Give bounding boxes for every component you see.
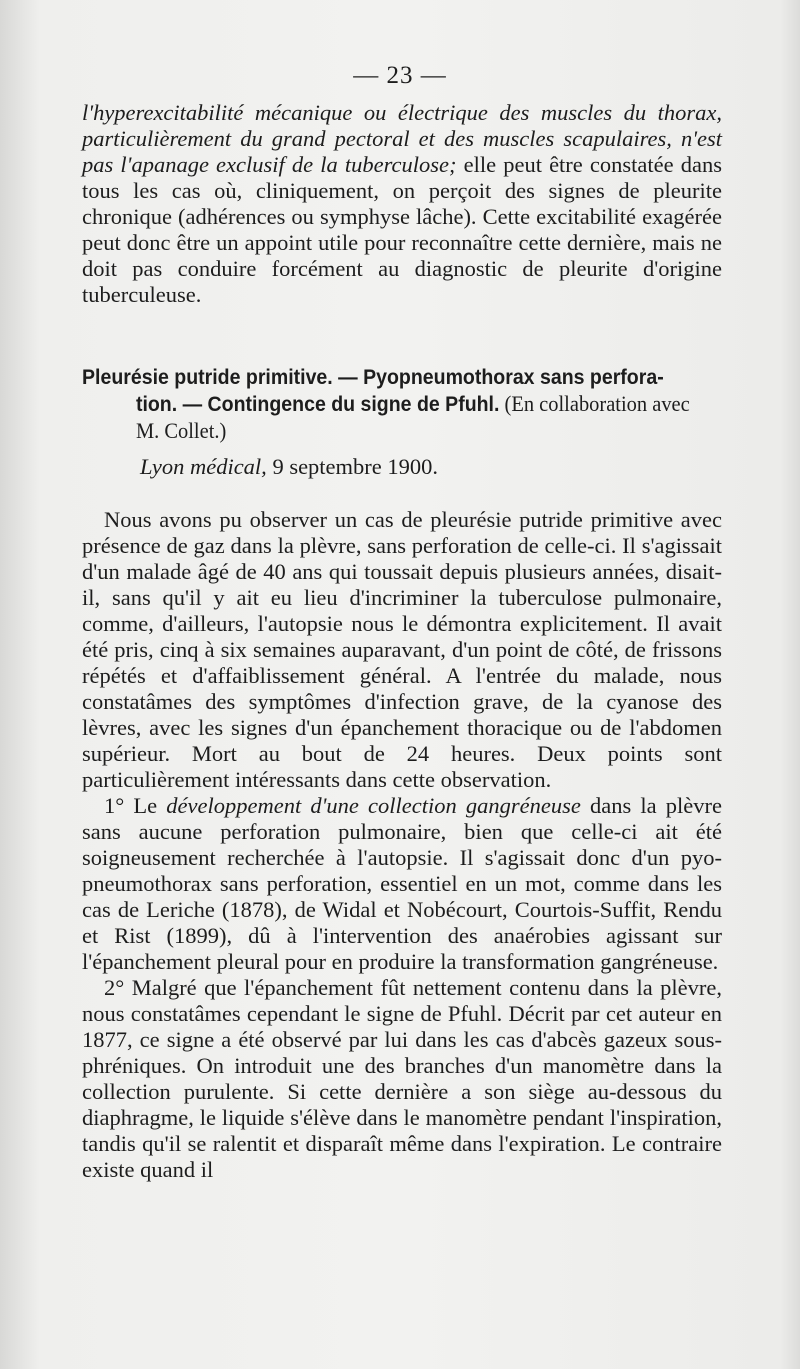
paragraph-point-1 — [82, 793, 722, 975]
intro-italic-text: l'hyperexcitabilité mécanique ou électrique des muscles du thorax, particulièrement du grand pectoral et des muscles scapulaires, n'est pas l'apanage exclusif de la tuberculose; — [82, 100, 722, 177]
article-heading — [82, 365, 724, 444]
intro-text: elle peut être constatée dans tous les cas où, cliniquement, on perçoit des signes de pleurite chronique (adhérences ou symphyse lâche). Cette excitabilité exagérée peut donc être un appoint utile pour reconnaître cette dernière, mais ne doit pas conduire forcément au diagnostic de pleurite d'origine tuberculeuse. — [82, 152, 722, 307]
journal-citation — [140, 454, 438, 480]
point-1-italic: développement d'une collection gangréneuse — [166, 793, 581, 818]
point-1-prefix: 1° Le — [104, 793, 167, 818]
article-body — [82, 507, 722, 1183]
paragraph-observation: Nous avons pu observer un cas de pleurésie putride primitive avec présence de gaz dans la plèvre, sans perforation de celle-ci. Il s'agissait d'un malade âgé de 40 ans qui toussait depuis plusieurs années, disait-il, sans qu'il y ait eu lieu d'incriminer la tuberculose pulmonaire, comme, d'ailleurs, l'autopsie nous le démontra explicitement. Il avait été pris, cinq à six semaines auparavant, d'un point de côté, de frissons répétés et d'affaiblissement général. A l'entrée du malade, nous constatâmes des symptômes d'infection grave, de la cyanose des lèvres, avec les signes d'un épanchement thoracique ou de l'abdomen supérieur. Mort au bout de 24 heures. Deux points sont particulièrement intéressants dans cette observation. — [82, 507, 722, 792]
article-title-line1: Pleurésie putride primitive. — Pyopneumothorax sans perfora- — [82, 366, 664, 389]
intro-paragraph — [82, 100, 722, 308]
publication-date: 9 septembre 1900. — [266, 454, 439, 479]
point-1-text: dans la plèvre sans aucune perforation pulmonaire, bien que celle-ci ait été soigneusement recherchée à l'autopsie. Il s'agissait donc d'un pyo-pneumothorax sans perforation, essentiel en un mot, comme dans les cas de Leriche (1878), de Widal et Nobécourt, Courtois-Suffit, Rendu et Rist (1899), dû à l'intervention des anaérobies agissant sur l'épanchement pleural pour en produire la transformation gangréneuse. — [82, 793, 723, 974]
article-title-line3: M. Collet.) — [135, 418, 227, 443]
journal-name: Lyon médical, — [140, 454, 267, 479]
page-number: — 23 — — [353, 62, 447, 89]
article-title-line2-bold: tion. — Contingence du signe de Pfuhl. — [135, 393, 500, 416]
paragraph-point-2: 2° Malgré que l'épanchement fût nettement contenu dans la plèvre, nous constatâmes cependant le signe de Pfuhl. Décrit par cet auteur en 1877, ce signe a été observé par lui dans les cas d'abcès gazeux sous-phréniques. On introduit une des branches d'un manomètre dans la collection purulente. Si cette dernière a son siège au-dessous du diaphragme, le liquide s'élève dans le manomètre pendant l'inspiration, tandis qu'il se ralentit et disparaît même dans l'expiration. Le contraire existe quand il — [82, 975, 722, 1182]
article-title-line2 — [82, 391, 724, 418]
collaboration-note: (En collaboration avec — [499, 391, 690, 416]
